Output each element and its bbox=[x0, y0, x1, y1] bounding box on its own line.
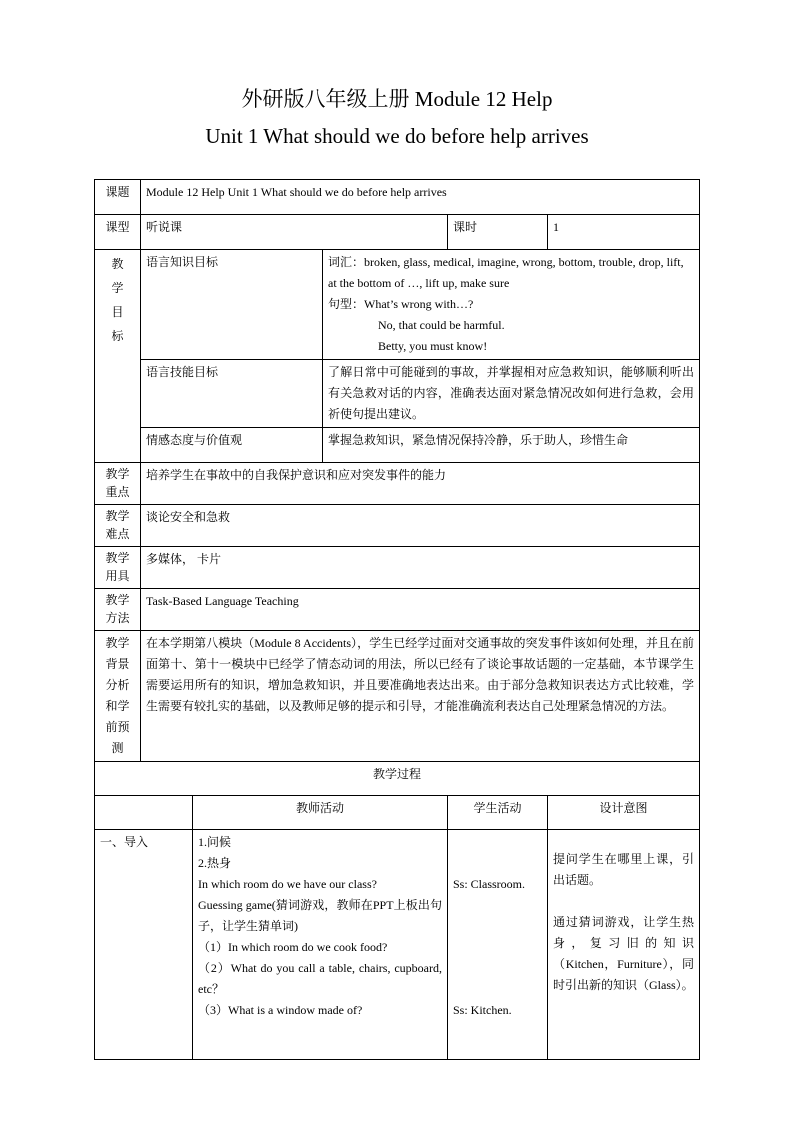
document-subtitle: Unit 1 What should we do before help arrives bbox=[205, 124, 589, 148]
row-process-title bbox=[95, 762, 700, 796]
goals-label bbox=[95, 250, 141, 463]
teacher-line: 2.热身 bbox=[198, 856, 232, 870]
row-goal-skill bbox=[95, 360, 700, 428]
teacher-line: 1.问候 bbox=[198, 835, 232, 849]
step1-student bbox=[448, 830, 548, 1060]
type-value: 听说课 bbox=[141, 215, 448, 250]
teacher-line: （3）What is a window made of? bbox=[198, 1003, 363, 1017]
row-background bbox=[95, 631, 700, 762]
step1-design bbox=[548, 830, 700, 1060]
goal-detail: 掌握急救知识，紧急情况保持冷静，乐于助人，珍惜生命 bbox=[323, 428, 700, 463]
background-value: 在本学期第八模块（Module 8 Accidents），学生已经学过面对交通事故的突发事件该如何处理，并且在前面第十、第十一模块中已经学了情态动词的用法，所以已经有了谈论事故话题的一定基础，本节课学生需要运用所有的知识，增加急救知识，并且要准确地表达出来。由于部分急救知识表达方式比较难，学生需要有较扎实的基础，以及教师足够的提示和引导，才能准确流利表达自己处理紧急情况的方法。 bbox=[141, 631, 700, 762]
teacher-line: （1）In which room do we cook food? bbox=[198, 940, 388, 954]
document-title: 外研版八年级上册 Module 12 Help bbox=[241, 87, 553, 111]
type-label: 课型 bbox=[95, 215, 141, 250]
row-step1 bbox=[95, 830, 700, 1060]
key-label: 教学 重点 bbox=[95, 463, 141, 505]
goal-name: 语言技能目标 bbox=[141, 360, 323, 428]
key-value: 培养学生在事故中的自我保护意识和应对突发事件的能力 bbox=[141, 463, 700, 505]
difficulty-value: 谈论安全和急救 bbox=[141, 505, 700, 547]
step1-label: 一、导入 bbox=[95, 830, 193, 1060]
header-teacher: 教师活动 bbox=[193, 796, 448, 830]
teacher-line: （2）What do you call a table, chairs, cupboard, etc？ bbox=[198, 961, 442, 996]
tools-label: 教学 用具 bbox=[95, 547, 141, 589]
goal-name: 情感态度与价值观 bbox=[141, 428, 323, 463]
goals-label-char: 学 bbox=[111, 281, 124, 295]
lesson-plan-table bbox=[94, 179, 700, 1060]
row-key-points bbox=[95, 463, 700, 505]
goals-label-char: 目 bbox=[111, 305, 124, 319]
header-blank bbox=[95, 796, 193, 830]
design-line: 通过猜词游戏，让学生热身，复习旧的知识（Kitchen，Furniture），同时引出新的知识（Glass）。 bbox=[553, 915, 694, 992]
goal-name: 语言知识目标 bbox=[141, 250, 323, 360]
goal-detail bbox=[323, 250, 700, 360]
period-label: 课时 bbox=[448, 215, 548, 250]
goal-detail: 了解日常中可能碰到的事故，并掌握相对应急救知识，能够顺利听出有关急救对话的内容，准确表达面对紧急情况改如何进行急救，会用祈使句提出建议。 bbox=[323, 360, 700, 428]
difficulty-label: 教学 难点 bbox=[95, 505, 141, 547]
row-goal-knowledge bbox=[95, 250, 700, 360]
tools-value: 多媒体， 卡片 bbox=[141, 547, 700, 589]
process-title: 教学过程 bbox=[95, 762, 700, 796]
goals-label-char: 标 bbox=[111, 329, 124, 343]
topic-value: Module 12 Help Unit 1 What should we do before help arrives bbox=[141, 180, 700, 215]
goal-line: No, that could be harmful. bbox=[378, 318, 505, 332]
method-value: Task-Based Language Teaching bbox=[141, 589, 700, 631]
teacher-line: In which room do we have our class? bbox=[198, 877, 377, 891]
row-topic bbox=[95, 180, 700, 215]
step1-teacher bbox=[193, 830, 448, 1060]
row-tools bbox=[95, 547, 700, 589]
header-design: 设计意图 bbox=[548, 796, 700, 830]
header-student: 学生活动 bbox=[448, 796, 548, 830]
teacher-line: Guessing game(猜词游戏，教师在PPT上板出句子，让学生猜单词) bbox=[198, 898, 442, 933]
background-label: 教学 背景 分析 和学 前预 测 bbox=[95, 631, 141, 762]
goal-line: 词汇：broken, glass, medical, imagine, wrong, bottom, trouble, drop, lift, at the bottom of …, lift up, make sure bbox=[328, 255, 684, 290]
period-value: 1 bbox=[548, 215, 700, 250]
goal-line: 句型：What’s wrong with…? bbox=[328, 297, 474, 311]
row-process-header bbox=[95, 796, 700, 830]
row-difficulty bbox=[95, 505, 700, 547]
student-line: Ss: Kitchen. bbox=[453, 1003, 512, 1017]
row-type bbox=[95, 215, 700, 250]
goal-line: Betty, you must know! bbox=[378, 339, 488, 353]
row-goal-emotion bbox=[95, 428, 700, 463]
method-label: 教学 方法 bbox=[95, 589, 141, 631]
row-method bbox=[95, 589, 700, 631]
student-line: Ss: Classroom. bbox=[453, 877, 526, 891]
topic-label: 课题 bbox=[95, 180, 141, 215]
design-line: 提问学生在哪里上课，引出话题。 bbox=[553, 852, 694, 887]
goals-label-char: 教 bbox=[111, 257, 124, 271]
